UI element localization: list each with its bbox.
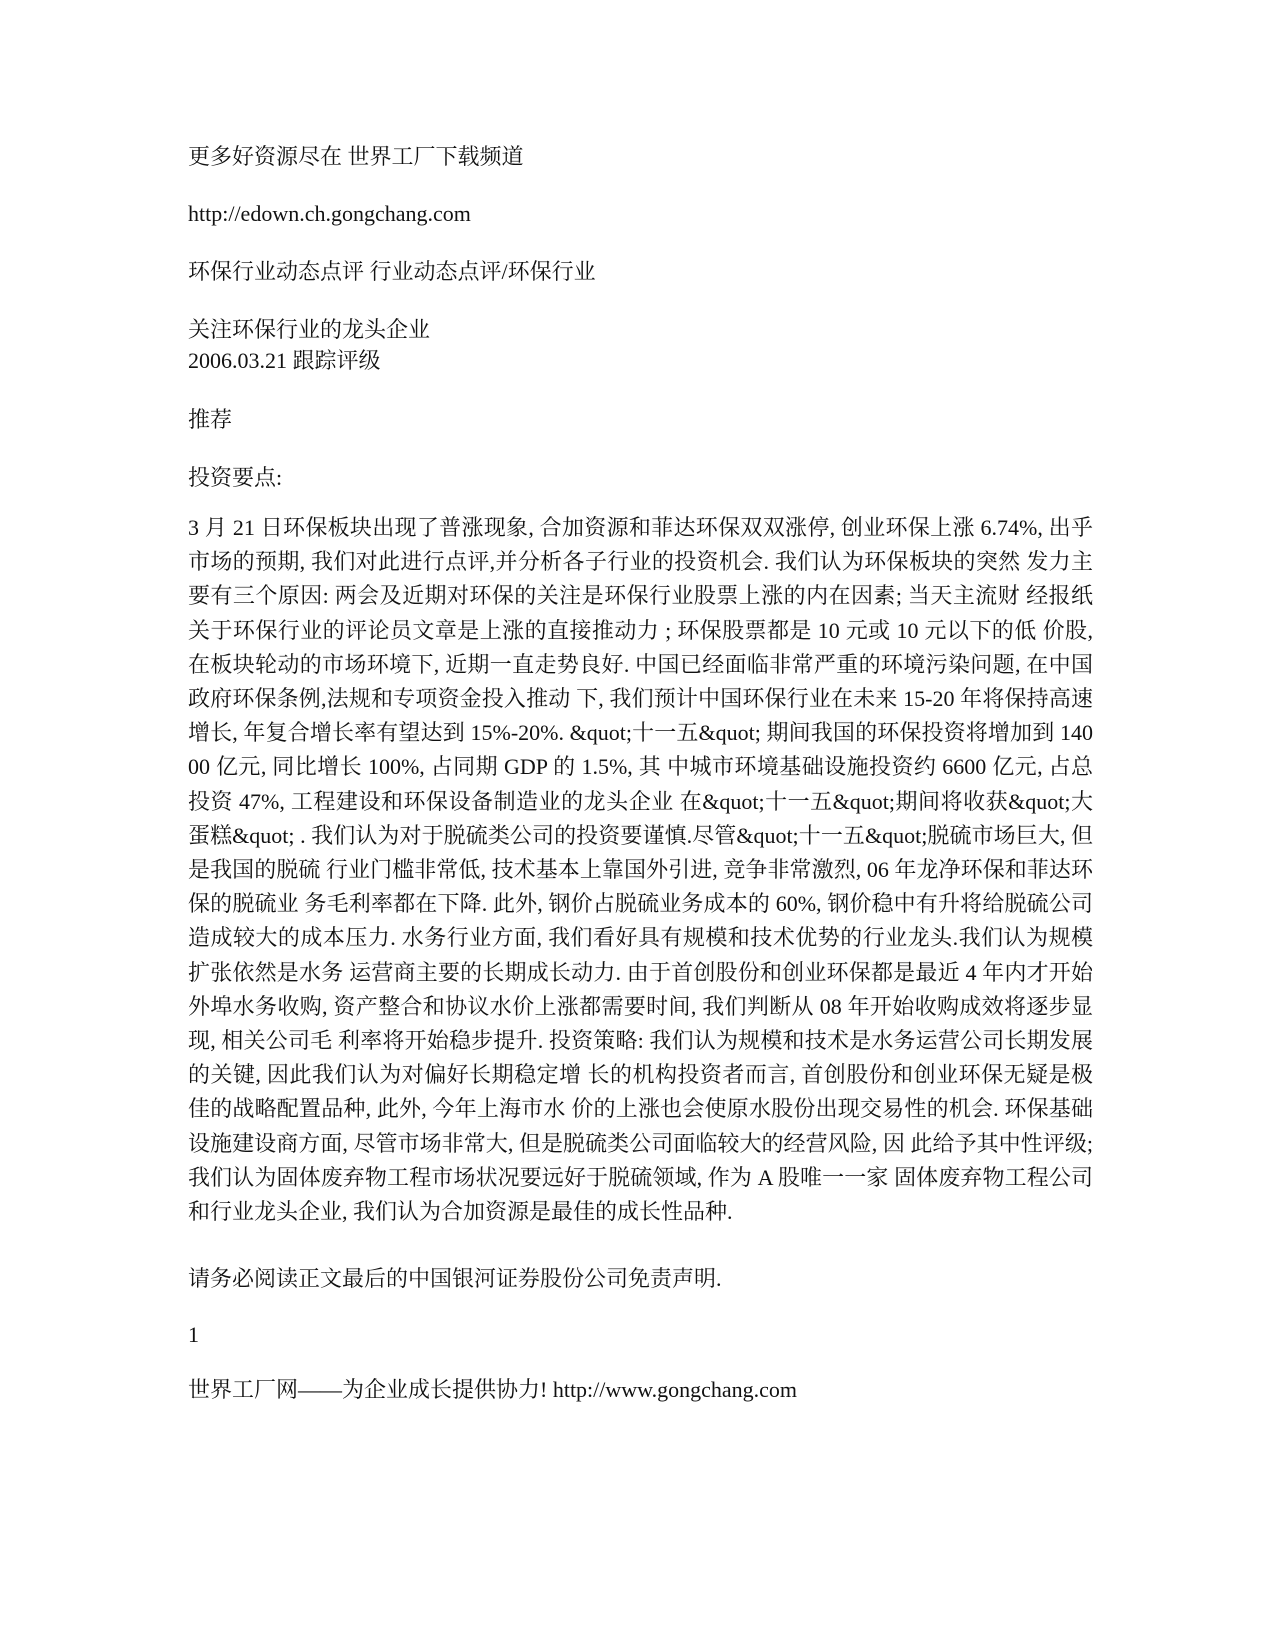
page-number: 1	[188, 1322, 199, 1347]
header-promo: 更多好资源尽在 世界工厂下载频道	[188, 144, 524, 169]
report-title: 关注环保行业的龙头企业	[188, 317, 431, 342]
header-url: http://edown.ch.gongchang.com	[188, 201, 471, 226]
report-category: 环保行业动态点评 行业动态点评/环保行业	[188, 259, 596, 284]
footer: 世界工厂网——为企业成长提供协力! http://www.gongchang.com	[188, 1377, 798, 1402]
disclaimer: 请务必阅读正文最后的中国银河证券股份公司免责声明.	[188, 1266, 722, 1291]
report-date-rating: 2006.03.21 跟踪评级	[188, 348, 381, 373]
section-heading: 投资要点:	[188, 465, 283, 490]
investment-summary-body: 3 月 21 日环保板块出现了普涨现象, 合加资源和菲达环保双双涨停, 创业环保上涨 6.74%, 出乎市场的预期, 我们对此进行点评,并分析各子行业的投资机会. 我们认为环保板块的突然 发力主要有三个原因: 两会及近期对环保的关注是环保行业股票上涨的内在因素; 当天主流财 经报纸关于环保行业的评论员文章是上涨的直接推动力 ; 环保股票都是 10 元或 10 元以下的低 价股, 在板块轮动的市场环境下, 近期一直走势良好. 中国已经面临非常严重的环境污染问题, 在中国政府环保条例,法规和专项资金投入推动 下, 我们预计中国环保行业在未来 15-20 年将保持高速增长, 年复合增长率有望达到 15%-20%. &quot;十一五&quot; 期间我国的环保投资将增加到 14000 亿元, 同比增长 100%, 占同期 GDP 的 1.5%, 其 中城市环境基础设施投资约 6600 亿元, 占总投资 47%, 工程建设和环保设备制造业的龙头企业 在&quot;十一五&quot;期间将收获&quot;大蛋糕&quot; . 我们认为对于脱硫类公司的投资要谨慎.尽管&quot;十一五&quot;脱硫市场巨大, 但是我国的脱硫 行业门槛非常低, 技术基本上靠国外引进, 竞争非常激烈, 06 年龙净环保和菲达环保的脱硫业 务毛利率都在下降. 此外, 钢价占脱硫业务成本的 60%, 钢价稳中有升将给脱硫公司造成较大的成本压力. 水务行业方面, 我们看好具有规模和技术优势的行业龙头.我们认为规模扩张依然是水务 运营商主要的长期成长动力. 由于首创股份和创业环保都是最近 4 年内才开始外埠水务收购, 资产整合和协议水价上涨都需要时间, 我们判断从 08 年开始收购成效将逐步显现, 相关公司毛 利率将开始稳步提升. 投资策略: 我们认为规模和技术是水务运营公司长期发展的关键, 因此我们认为对偏好长期稳定增 长的机构投资者而言, 首创股份和创业环保无疑是极佳的战略配置品种, 此外, 今年上海市水 价的上涨也会使原水股份出现交易性的机会. 环保基础设施建设商方面, 尽管市场非常大, 但是脱硫类公司面临较大的经营风险, 因 此给予其中性评级; 我们认为固体废弃物工程市场状况要远好于脱硫领域, 作为 A 股唯一一家 固体废弃物工程公司和行业龙头企业, 我们认为合加资源是最佳的成长性品种.	[188, 515, 1093, 1225]
recommendation: 推荐	[188, 407, 233, 432]
